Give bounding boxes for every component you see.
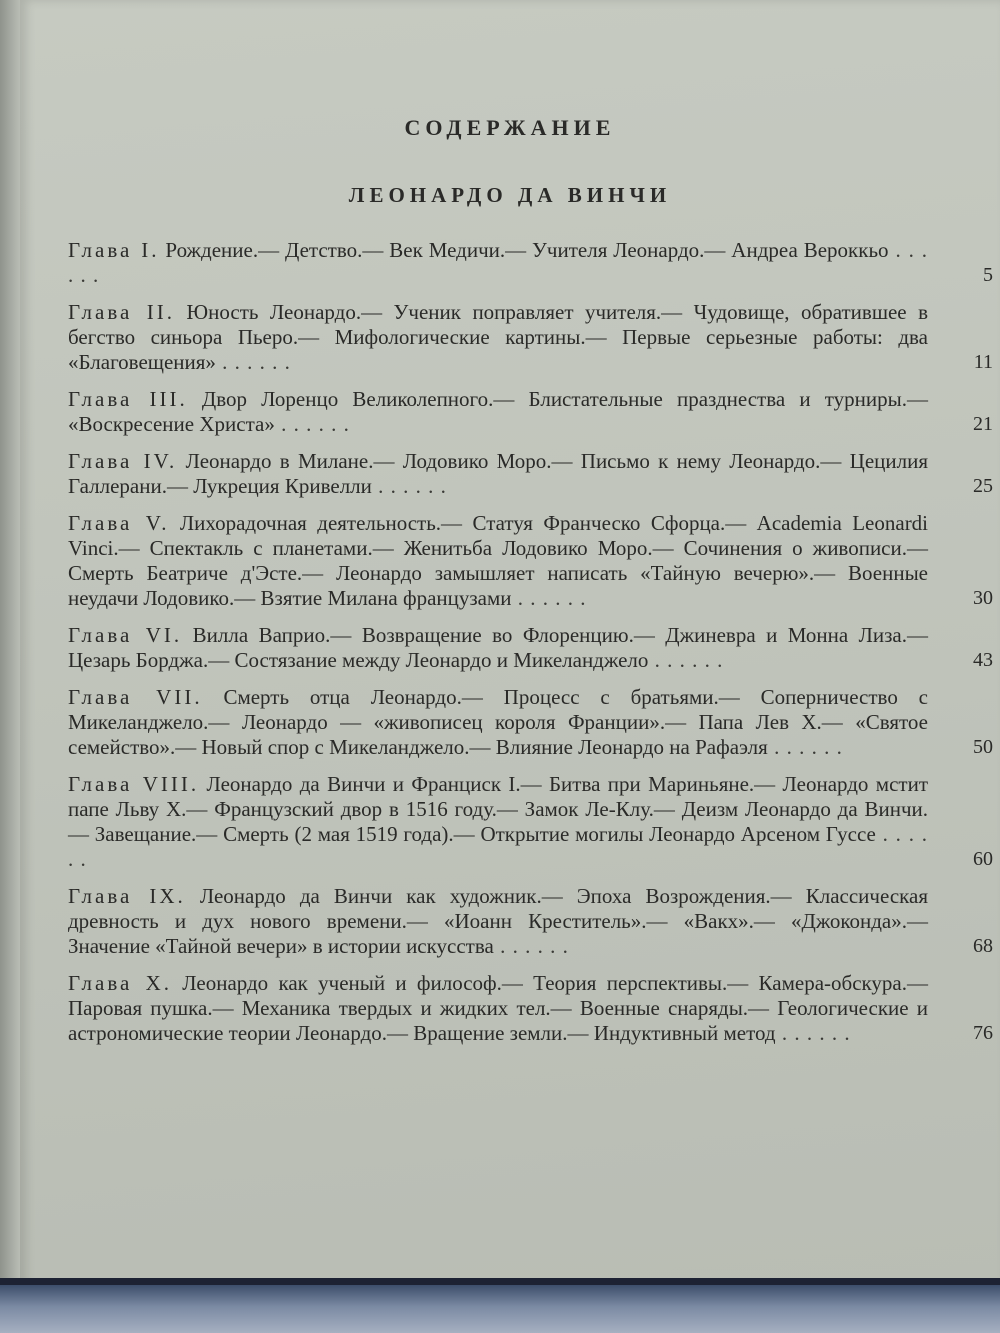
book-page [20,0,1000,1290]
dot-leader: . . . . . . [493,934,569,958]
toc-entry [68,623,993,673]
toc-entry-text [68,971,928,1046]
chapter-label: Глава VI. [68,623,183,647]
page-number: 60 [973,848,993,870]
dot-leader: . . . . . . [775,1021,851,1045]
page-number: 25 [973,475,993,497]
chapter-description: Смерть отца Леонардо.— Процесс с братьями.— Соперничество с Микеланджело.— Леонардо — «живописец короля Франции».— Папа Лев X.— «Святое семейство».— Новый спор с Микеланджело.— Влияние Леонардо на Рафаэля [68,685,928,759]
page-number: 30 [973,587,993,609]
toc-entry-text [68,884,928,959]
toc-entry-text [68,511,928,611]
chapter-label: Глава IX. [68,884,186,908]
toc-entry-text [68,387,928,437]
chapter-description: Леонардо да Винчи и Франциск I.— Битва при Мариньяне.— Леонардо мстит папе Льву X.— Французский двор в 1516 году.— Замок Ле-Клу.— Деизм Леонардо да Винчи.— Завещание.— Смерть (2 мая 1519 года).— Открытие могилы Леонардо Арсеном Гуссе [68,772,929,846]
page-number: 11 [973,351,993,373]
dot-leader: . . . . . . [371,474,447,498]
book-gutter [0,0,20,1290]
table-of-contents [68,238,993,1058]
toc-entry-text [68,238,928,288]
dot-leader: . . . . . . [274,412,350,436]
chapter-description: Леонардо как ученый и философ.— Теория перспективы.— Камера-обскура.— Паровая пушка.— Механика твердых и жидких тел.— Военные снаряды.— Геологические и астрономические теории Леонардо.— Вращение земли.— Индуктивный метод [68,971,928,1045]
toc-entry-text [68,623,928,673]
toc-entry-text [68,300,928,375]
page-number: 5 [983,264,993,286]
page-number: 68 [973,935,993,957]
chapter-description: Лихорадочная деятельность.— Статуя Франческо Сфорца.— Academia Leonardi Vinci.— Спектакль с планетами.— Женитьба Лодовико Моро.— Сочинения о живописи.— Смерть Беатриче д'Эсте.— Леонардо замышляет написать «Тайную вечерю».— Военные неудачи Лодовико.— Взятие Милана французами [68,511,929,610]
page-number: 21 [973,413,993,435]
chapter-label: Глава V. [68,511,170,535]
dot-leader: . . . . . . [68,822,929,871]
tablecloth [0,1285,1000,1333]
chapter-label: Глава X. [68,971,173,995]
page-number: 76 [973,1022,993,1044]
chapter-label: Глава I. [68,238,160,262]
chapter-description: Вилла Ваприо.— Возвращение во Флоренцию.— Джиневра и Монна Лиза.— Цезарь Борджа.— Состязание между Леонардо и Микеланджело [68,623,929,672]
dot-leader: . . . . . . [215,350,291,374]
dot-leader: . . . . . . [68,238,929,287]
toc-entry [68,772,993,872]
toc-entry [68,884,993,959]
page-number: 50 [973,736,993,758]
toc-entry [68,971,993,1046]
toc-entry [68,449,993,499]
toc-entry [68,238,993,288]
dot-leader: . . . . . . [511,586,587,610]
dot-leader: . . . . . . [767,735,843,759]
section-title: ЛЕОНАРДО ДА ВИНЧИ [348,183,672,207]
toc-entry [68,511,993,611]
chapter-label: Глава VII. [68,685,203,709]
toc-entry-text [68,772,928,872]
dot-leader: . . . . . . [648,648,724,672]
chapter-description: Двор Лоренцо Великолепного.— Блистательные празднества и турниры.— «Воскресение Христа» [68,387,928,436]
chapter-label: Глава VIII. [68,772,200,796]
toc-entry-text [68,449,928,499]
toc-entry-text [68,685,928,760]
page-title: СОДЕРЖАНИЕ [404,115,616,140]
chapter-description: Рождение.— Детство.— Век Медичи.— Учителя Леонардо.— Андреа Вероккьо [165,238,889,262]
chapter-label: Глава II. [68,300,176,324]
page-number: 43 [973,649,993,671]
chapter-label: Глава IV. [68,449,178,473]
chapter-description: Леонардо да Винчи как художник.— Эпоха Возрождения.— Классическая древность и дух нового времени.— «Иоанн Креститель».— «Вакх».— «Джоконда».— Значение «Тайной вечери» в истории искусства [68,884,929,958]
toc-entry [68,300,993,375]
chapter-description: Юность Леонардо.— Ученик поправляет учителя.— Чудовище, обратившее в бегство синьора Пьеро.— Мифологические картины.— Первые серьезные работы: два «Благовещения» [68,300,929,374]
toc-entry [68,387,993,437]
chapter-description: Леонардо в Милане.— Лодовико Моро.— Письмо к нему Леонардо.— Цецилия Галлерани.— Лукреция Кривелли [68,449,929,498]
toc-entry [68,685,993,760]
chapter-label: Глава III. [68,387,188,411]
